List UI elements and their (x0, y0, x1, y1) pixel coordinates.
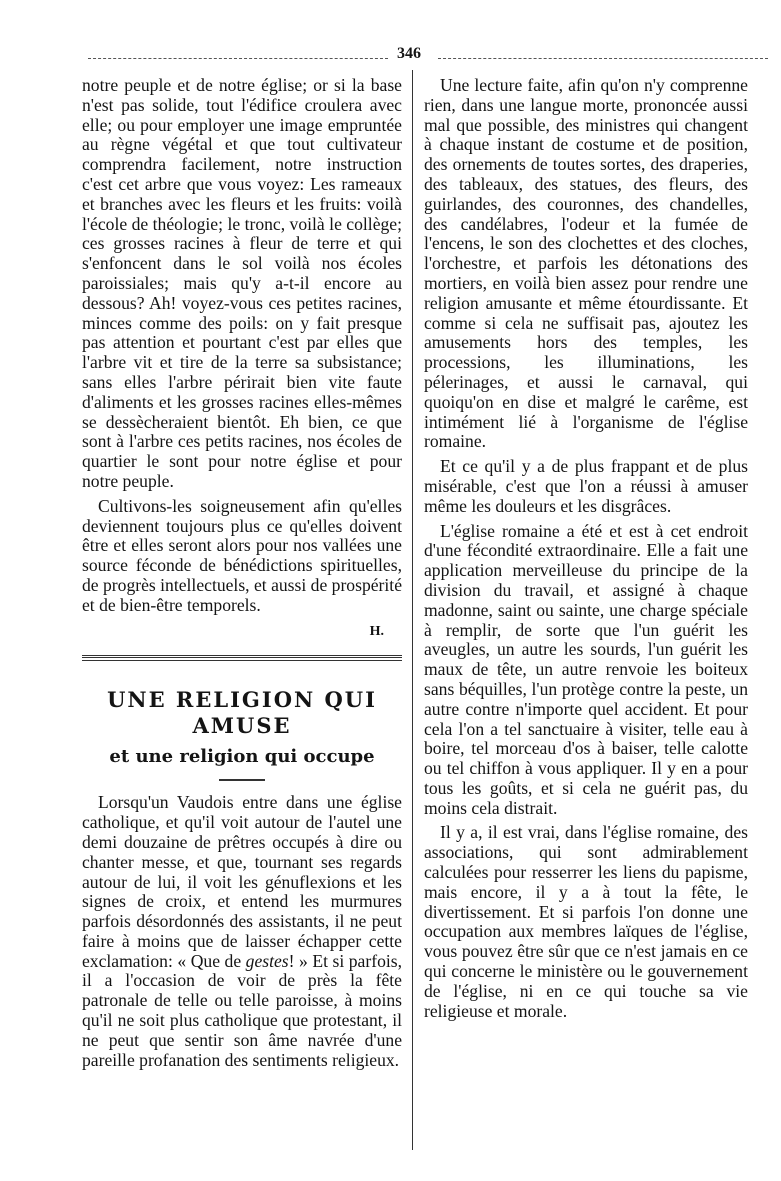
right-paragraph-4: Il y a, il est vrai, dans l'église romaine, des associations, qui sont admirablement calculées pour resserrer les liens du papisme, mais encore, il y a à tout la fête, le divertissement. Et si parfois l'on donne une occupation aux membres laïques de l'église, vous pouvez être sûr que ce n'est jamais en ce qui concerne le ministère ou le gouvernement de l'église, ni en ce qui touche sa vie religieuse et morale. (424, 822, 748, 1021)
header-rule-right (438, 58, 768, 59)
article-paragraph-1 (82, 793, 402, 1070)
article-paragraph-1-part-a: Lorsqu'un Vaudois entre dans une église catholique, et qu'il voit autour de l'autel une demi douzaine de prêtres occupés à dire ou chanter messe, et que, tournant ses regards autour de lui, il voit les génuflexions et les signes de croix, et entend les murmures parfois désordonnés des assistants, il ne peut faire à moins que de laisser échapper cette exclamation: « Que de (82, 792, 402, 971)
article-paragraph-1-part-b: ! » Et si parfois, il a l'occasion de voir de près la fête patronale de telle ou telle paroisse, à moins qu'il ne soit plus catholique que protestant, il ne peut que sentir son âme navrée d'une pareille profanation des sentiments religieux. (82, 950, 403, 1070)
right-paragraph-3: L'église romaine a été et est à cet endroit d'une fécondité extraordinaire. Elle a fait une application merveilleuse du principe de la division du travail, et assigné à chaque madonne, saint ou sainte, une charge spéciale à remplir, de sorte que l'un guérit les aveugles, un autre les sourds, l'un guérit les maux de tête, un autre renvoie les boiteux sans béquilles, l'un protège contre la peste, un autre contre n'importe quel accident. Et pour cela l'on a tel sanctuaire à visiter, telle eau à boire, tel morceau d'os à baiser, telle calotte ou tel chiffon à vous appliquer. Il y en a pour tous les goûts, et si cela ne guérit pas, du moins cela distrait. (424, 520, 748, 818)
page-header (88, 45, 768, 65)
closing-paragraph: Cultivons-les soigneusement afin qu'elles deviennent toujours plus ce qu'elles doivent être et elles seront alors pour nos vallées une source féconde de bénédictions spirituelles, de progrès intellectuels, et aussi de prospérité et de bien-être temporels. (82, 495, 403, 615)
right-column (424, 76, 748, 1021)
header-rule-left (88, 58, 388, 59)
title-dash (219, 779, 265, 781)
page-number: 346 (388, 45, 430, 63)
article-subtitle: et une religion qui occupe (109, 746, 375, 768)
left-column (82, 76, 402, 1070)
author-signature: H. (369, 623, 384, 639)
column-divider (412, 70, 413, 1150)
article-title: UNE RELIGION QUI AMUSE (107, 687, 377, 739)
section-divider (82, 655, 402, 661)
right-paragraph-2: Et ce qu'il y a de plus frappant et de plus misérable, c'est que l'on a réussi à amuser même les douleurs et les disgrâces. (424, 456, 748, 516)
article-paragraph-1-italic: gestes (245, 950, 289, 971)
intro-paragraph: notre peuple et de notre église; or si la base n'est pas solide, tout l'édifice croulera avec elle; ou pour employer une image empruntée au règne végétal et que tout cultivateur comprendra facilement, notre instruction c'est cet arbre que vous voyez: Les rameaux et branches avec les fleurs et les fruits: voilà l'école de théologie; le tronc, voilà le collège; ces grosses racines à fleur de terre et qui s'enfoncent dans le sol voilà nos écoles paroissiales; mais qu'y a-t-il encore au dessous? Ah! voyez-vous ces petites racines, minces comme des poils: on y fait presque pas attention et pourtant c'est par elles que l'arbre vit et tire de la terre sa subsistance; sans elles l'arbre périrait bien vite faute d'aliments et les grosses racines elles-mêmes se dessècheraient bientôt. Eh bien, ce que sont à l'arbre ces petits racines, nos écoles de quartier le sont pour notre église et pour notre peuple. (82, 75, 402, 491)
right-paragraph-1: Une lecture faite, afin qu'on n'y comprenne rien, dans une langue morte, prononcée aussi mal que possible, des ministres qui changent à chaque instant de costume et de position, des ornements de toutes sortes, des draperies, des tableaux, des statues, des fleurs, des guirlandes, des couronnes, des chandelles, des candélabres, l'odeur et la fumée de l'encens, le son des clochettes et des cloches, l'orchestre, et parfois les détonations des mortiers, en voilà bien assez pour rendre une religion amusante et même étourdissante. Et comme si cela ne suffisait pas, ajoutez les amusements hors des temples, les processions, les illuminations, les pélerinages, et aussi le carnaval, qui quoiqu'on en dise et malgré le carême, est intimément lié à l'organisme de l'église romaine. (424, 75, 748, 452)
